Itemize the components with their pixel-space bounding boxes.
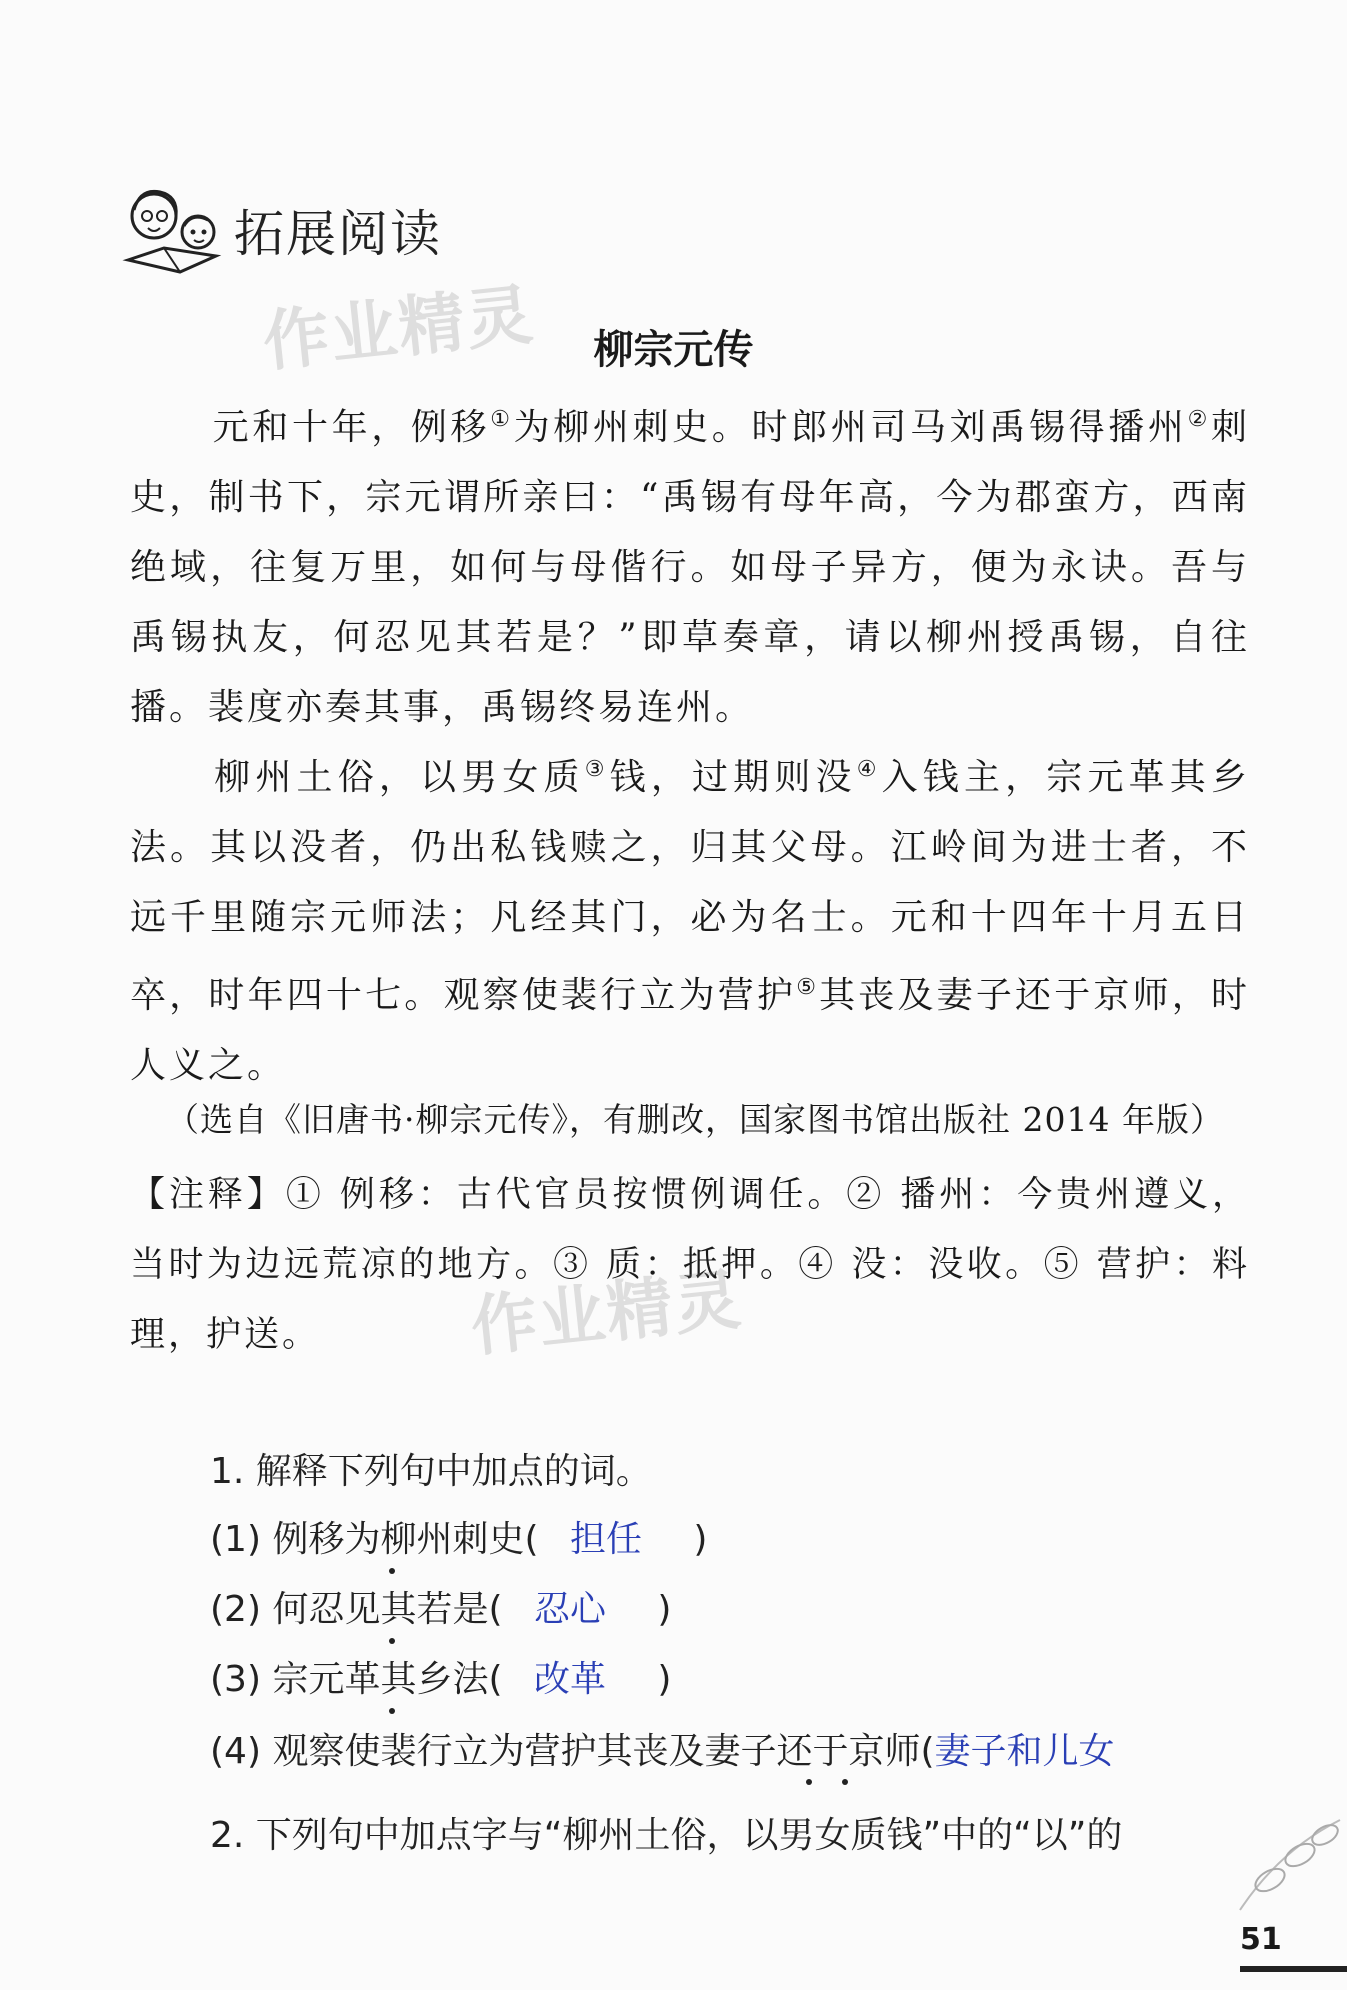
paragraph-text: 元和十年，例移 [212, 407, 491, 448]
emphasis-dot [389, 1568, 395, 1574]
item-prefix: (3) 宗元革其乡法( [210, 1659, 503, 1700]
watermark: 作业精灵 [259, 275, 538, 381]
article-title: 柳宗元传 [593, 326, 754, 373]
emphasis-dot [389, 1708, 395, 1714]
footnote-marker: ① [490, 407, 514, 432]
question-item-2 [210, 1580, 671, 1640]
paragraph-text: 刺史，制书下，宗元谓所亲曰：“禹锡有母年高，今为郡蛮方，西南绝域，往复万里，如何与母偕行。如母子异方，便为永诀。吾与禹锡执友，何忍见其若是？”即草奏章，请以柳州授禹锡，自往播。裴度亦奏其事，禹锡终易连州。 [130, 407, 1250, 728]
article-paragraph-1 [130, 385, 1250, 743]
source-citation: （选自《旧唐书·柳宗元传》，有删改，国家图书馆出版社 2014 年版） [166, 1100, 1224, 1139]
answer-text: 妻子和儿女 [934, 1731, 1115, 1772]
paragraph-text: 钱，过期则没 [609, 757, 857, 798]
emphasis-dot [842, 1779, 848, 1785]
question-item-3 [210, 1650, 671, 1710]
notes-text: ① 例移：古代官员按惯例调任。② 播州：今贵州遵义，当时为边远荒凉的地方。③ 质：抵押。④ 没：没收。⑤ 营护：料理，护送。 [130, 1175, 1250, 1355]
footnote-marker: ② [1187, 407, 1211, 432]
item-prefix: (1) 例移为柳州刺史( [210, 1519, 539, 1560]
question-1-prompt: 1. 解释下列句中加点的词。 [210, 1451, 652, 1492]
page-number-bar [1240, 1966, 1347, 1972]
item-prefix: (2) 何忍见其若是( [210, 1589, 503, 1630]
paragraph-text: 柳州土俗，以男女质 [212, 757, 585, 798]
question-item-1 [210, 1510, 707, 1570]
answer-text: 忍心 [533, 1589, 606, 1630]
section-header [120, 185, 442, 275]
footnote-marker: ⑤ [796, 975, 820, 1000]
paragraph-text: 为柳州刺史。时郎州司马刘禹锡得播州 [513, 407, 1188, 448]
emphasis-dot [806, 1779, 812, 1785]
watermark: 作业精灵 [467, 1260, 746, 1366]
footnote-marker: ③ [584, 757, 610, 782]
article-paragraph-2 [130, 735, 1250, 1101]
item-suffix: ) [657, 1659, 672, 1700]
paragraph-text: 入钱主，宗元革其乡法。其以没者，仍出私钱赎之，归其父母。江岭间为进士者，不远千里随宗元师法；凡经其门，必为名士。元和十四年十月五日卒，时年四十七。观察使裴行立为营护 [130, 757, 1250, 1016]
answer-text: 担任 [569, 1519, 642, 1560]
item-prefix: (4) 观察使裴行立为营护其丧及妻子还于京师( [210, 1731, 935, 1772]
answer-text: 改革 [533, 1659, 606, 1700]
kids-reading-icon [120, 182, 228, 278]
item-suffix: ) [657, 1589, 672, 1630]
emphasis-dot [389, 1638, 395, 1644]
page-number: 51 [1240, 1922, 1282, 1957]
notes-label: 【注释】 [130, 1175, 286, 1215]
leaf-decoration-icon [1230, 1810, 1347, 1920]
question-item-4 [210, 1722, 1115, 1782]
paragraph-text: 其丧及妻子还于京师，时人义之。 [130, 975, 1250, 1086]
section-title: 拓展阅读 [234, 205, 442, 263]
item-suffix: ) [693, 1519, 708, 1560]
footnote-marker: ④ [856, 757, 882, 782]
question-2-prompt: 2. 下列句中加点字与“柳州土俗，以男女质钱”中的“以”的 [210, 1815, 1123, 1856]
